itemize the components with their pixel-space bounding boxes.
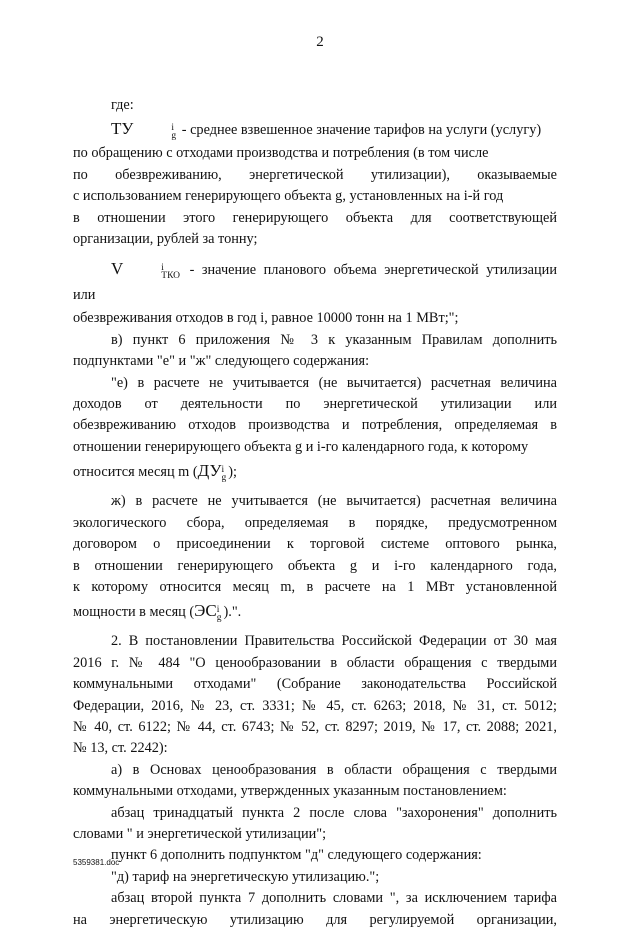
du-sup: i: [221, 465, 225, 476]
ty-definition-line: по обращению с отходами производства и потребления (в том числе: [73, 145, 489, 162]
abzac-2-line: абзац второй пункта 7 дополнить словами ", за исключением тарифа: [111, 890, 557, 907]
item-zh-line: в отношении генерирующего объекта g и i-го календарного года,: [73, 557, 557, 574]
tariff-d-line: "д) тариф на энергетическую утилизацию.";: [111, 868, 380, 885]
item-2-line: коммунальными отходами" (Собрание законодательства Российской: [73, 676, 557, 693]
item-2-line: № 40, ст. 6122; № 44, ст. 6743; № 52, ст. 8297; 2019, № 17, ст. 2088; 2021,: [73, 718, 557, 735]
item-v-line: в) пункт 6 приложения № 3 к указанным Правилам дополнить: [111, 331, 557, 348]
du-indices: [221, 466, 226, 482]
v-indices: [123, 264, 180, 280]
ty-definition-line: по обезвреживанию, энергетической утилизации), оказываемые: [73, 166, 557, 183]
page-number: 2: [316, 34, 324, 50]
du-sub: g: [221, 473, 227, 484]
es-symbol: ЭС: [194, 601, 217, 621]
abzac-13-line: словами " и энергетической утилизации";: [73, 825, 327, 842]
item-2-line: 2016 г. № 484 "О ценообразовании в области обращения с твердыми: [73, 654, 557, 671]
item-a-line: коммунальными отходами, утвержденных указанным постановлением:: [73, 783, 507, 800]
v-sub: ТКО: [161, 271, 181, 282]
ty-symbol: ТУ: [111, 119, 134, 139]
ty-definition-line: организации, рублей за тонну;: [73, 231, 258, 248]
punkt-6-line: пункт 6 дополнить подпунктом "д" следующего содержания:: [111, 847, 482, 864]
ty-definition-line: с использованием генерирующего объекта g, установленных на i-й год: [73, 188, 504, 205]
item-e-line: доходов от деятельности по энергетической утилизации или: [73, 396, 557, 413]
item-zh-line: к которому относится месяц m, в расчете на 1 МВт установленной: [73, 578, 557, 595]
abzac-2-line: на энергетическую утилизацию для регулируемой организации,: [73, 911, 557, 928]
item-zh-line: договором о присоединении к торговой системе оптового рынка,: [73, 536, 557, 553]
where-label: где:: [111, 97, 134, 113]
document-body: [73, 95, 557, 931]
ty-definition-line: в отношении этого генерирующего объекта для соответствующей: [73, 209, 557, 226]
item-a-line: а) в Основах ценообразования в области обращения с твердыми: [111, 761, 557, 778]
es-indices: [217, 606, 222, 622]
v-symbol: V: [111, 259, 124, 279]
footer-filename: 5359381.doc: [73, 858, 120, 867]
item-zh-suffix: ).".: [223, 604, 242, 621]
v-definition-first-line: [73, 256, 557, 308]
item-e-line: отношении генерирующего объекта g и i-го календарного года, к которому: [73, 438, 529, 455]
item-zh-prefix: мощности в месяц (: [73, 604, 195, 621]
ty-sub: g: [171, 131, 177, 142]
ty-sup: i: [171, 123, 175, 134]
item-e-prefix: относится месяц m (: [73, 464, 198, 481]
item-zh-line: экологического сбора, определяемая в порядке, предусмотренном: [73, 514, 557, 531]
v-rest: - значение планового объема энергетической утилизации или: [73, 262, 557, 304]
es-sub: g: [216, 613, 222, 624]
item-v-line: подпунктами "е" и "ж" следующего содержания:: [73, 353, 370, 370]
du-symbol: ДУ: [197, 461, 222, 481]
item-zh-last-line: [73, 598, 557, 625]
item-e-suffix: );: [228, 464, 237, 481]
ty-indices: [133, 124, 176, 140]
es-sup: i: [216, 605, 220, 616]
ty-definition-first-line: [73, 116, 557, 143]
abzac-13-line: абзац тринадцатый пункта 2 после слова "захоронения" дополнить: [111, 804, 557, 821]
v-definition-line: обезвреживания отходов в год i, равное 10000 тонн на 1 МВт;";: [73, 310, 459, 327]
item-e-line: обезвреживанию отходов производства и потребления, определяемая в: [73, 417, 557, 434]
item-e-line: "е) в расчете не учитывается (не вычитается) расчетная величина: [111, 374, 557, 391]
item-zh-line: ж) в расчете не учитывается (не вычитается) расчетная величина: [111, 493, 557, 510]
item-2-line: 2. В постановлении Правительства Российской Федерации от 30 мая: [111, 633, 557, 650]
item-e-last-line: [73, 458, 557, 485]
item-2-line: № 13, ст. 2242):: [73, 740, 168, 757]
ty-rest: - среднее взвешенное значение тарифов на услуги (услугу): [178, 122, 542, 139]
item-2-line: Федерации, 2016, № 23, ст. 3331; № 45, ст. 6263; 2018, № 31, ст. 5012;: [73, 697, 557, 714]
v-sup: i: [161, 263, 164, 274]
